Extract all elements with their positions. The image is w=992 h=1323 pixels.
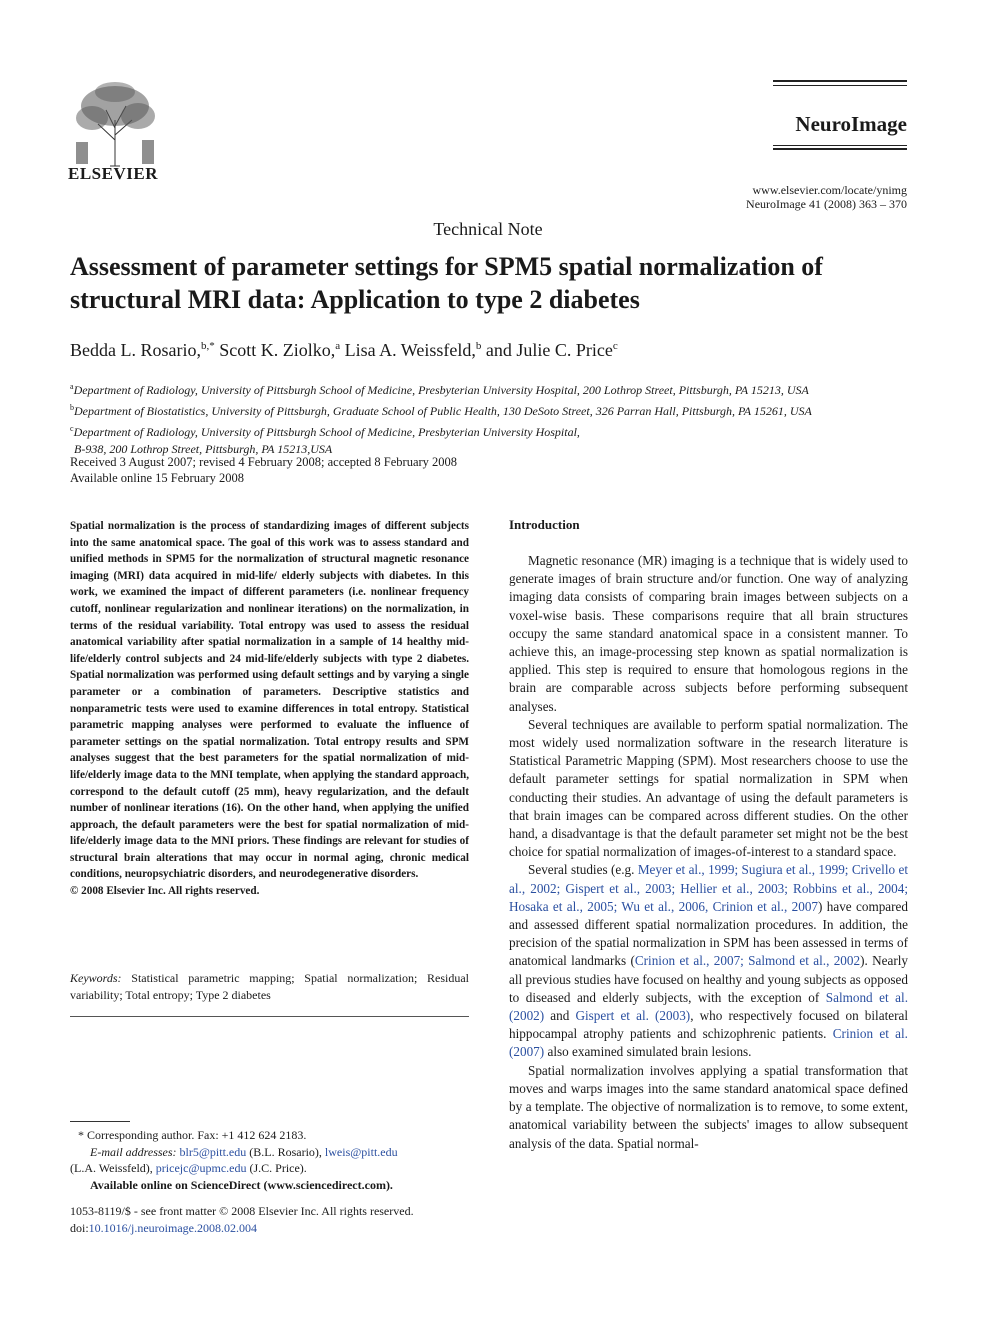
email-label: E-mail addresses: (90, 1144, 177, 1159)
author-sup: c (612, 340, 618, 352)
citation-link[interactable]: Crinion et al. (2007) (509, 1026, 908, 1060)
author-name: Lisa A. Weissfeld, (344, 340, 476, 360)
article-dates (70, 454, 457, 486)
author-list (70, 340, 618, 361)
journal-rule-bottom (773, 148, 907, 150)
received-dates: Received 3 August 2007; revised 4 February 2008; accepted 8 February 2008 (70, 455, 458, 469)
footnote: * Corresponding author. Fax: +1 412 624 2183. E-mail addresses: blr5@pitt.edu (B.L. Rosario), lweis@pitt.edu (L.A. Weissfeld), pricejc@upmc.edu (J.C. Price). Available online on ScienceDirect (www.sciencedirect.com). (70, 1127, 469, 1193)
paragraph: Spatial normalization involves applying a spatial transformation that moves and warps images into the same standard anatomical space defined by a template. The objective of normalization is to remove, to some extent, anatomical variability between the subjects' images to allow subsequent analysis of the data. Spatial normal- (509, 1062, 908, 1151)
author-sup: b,* (200, 340, 215, 352)
section-heading: Introduction (509, 517, 580, 532)
publisher-name: ELSEVIER (68, 164, 158, 183)
article-type: Technical Note (433, 219, 543, 239)
email-link[interactable]: lweis@pitt.edu (324, 1144, 398, 1159)
issn-line: 1053-8119/$ - see front matter © 2008 Elsevier Inc. All rights reserved. (70, 1204, 414, 1218)
doi-link[interactable]: 10.1016/j.neuroimage.2008.02.004 (88, 1221, 257, 1235)
keywords-text: Statistical parametric mapping; Spatial normalization; Residual variability; Total entropy; Type 2 diabetes (70, 971, 469, 1002)
author-sup: a (335, 340, 341, 352)
abstract-copyright: © 2008 Elsevier Inc. All rights reserved. (70, 885, 260, 898)
journal-rule-bottom-thin (773, 145, 907, 146)
affiliation: B-938, 200 Lothrop Street, Pittsburgh, PA 15213,USA (74, 442, 333, 456)
citation-link[interactable]: Meyer et al., 1999; Sugiura et al., 1999; Crivello et al., 2002; Gispert et al., 2003; Hellier et al., 2003; Robbins et al., 2004; Hosaka et al., 2005; Wu et al., 2006, Crinion et al., 2007 (509, 862, 908, 914)
journal-rule-top-thin (773, 85, 907, 86)
keywords-divider (70, 1016, 469, 1017)
intro-body (509, 552, 908, 1153)
journal-citation: NeuroImage 41 (2008) 363 – 370 (746, 197, 907, 211)
article-title: Assessment of parameter settings for SPM5 spatial normalization of structural MRI data: Application to type 2 diabetes (70, 252, 823, 314)
affiliation: $^a$Department of Radiology, University of Pittsburgh School of Medicine, Presbyterian University Hospital, 200 Lothrop Street, Pittsburgh, PA 15213, USA (70, 382, 809, 397)
footnote-divider (70, 1121, 130, 1122)
author-name: and Julie C. Price (485, 340, 613, 360)
paragraph: Several studies (e.g. Meyer et al., 1999; Sugiura et al., 1999; Crivello et al., 2002; Gispert et al., 2003; Hellier et al., 2003; Robbins et al., 2004; Hosaka et al., 2005; Wu et al., 2006, Crinion et al., 2007) have compared and assessed different spatial normalization procedures. In addition, the precision of the spatial normalization in SPM has been assessed in terms of anatomical landmarks (Crinion et al., 2007; Salmond et al., 2002). Nearly all previous studies have focused on healthy and young subjects as opposed to diseased and elderly subjects, with the exception of Salmond et al. (2002) and Gispert et al. (2003), who respectively focused on bilateral hippocampal atrophy patients and schizophrenic patients. Crinion et al. (2007) also examined simulated brain lesions. (509, 862, 909, 1060)
corresponding-author: * Corresponding author. Fax: +1 412 624 2183. (78, 1128, 307, 1142)
abstract-text: Spatial normalization is the process of standardizing images of different subjects into the same anatomical space. The goal of this work was to assess standard and unified methods in SPM5 for the normalization of structural magnetic resonance imaging (MRI) data acquired in mid-life/ elderly subjects with diabetes. In this work, we examined the impact of different parameters (i.e. nonlinear frequency cutoff, nonlinear regularization and nonlinear iterations) on the normalization, in terms of the residual variability. Total entropy was used to assess the residual anatomical variability after spatial normalization in a sample of 14 healthy mid-life/elderly control subjects and 24 mid-life/elderly subjects with type 2 diabetes. Spatial normalization was performed using default settings and by varying a single parameter or a combination of parameters. Descriptive statistics and nonparametric tests were used to examine differences in total entropy. Statistical parametric mapping analyses were performed to evaluate the influence of parameter settings on the spatial normalization. Total entropy results and SPM analyses suggest that the best parameters for the spatial normalization of mid-life/elderly image data to the MNI template, when applying the standard approach, correspond to the default cutoff (25 mm), heavy regularization, and the default number of nonlinear iterations (16). On the other hand, when applying the unified approach, the default parameters were the best for spatial normalization of mid-life/elderly image data to the MNI priors. These findings are relevant for studies of structural brain alterations that may occur in normal aging, chronic medical conditions, neuropsychiatric disorders, and neurodegenerative disorders. (70, 520, 469, 881)
journal-url[interactable]: www.elsevier.com/locate/ynimg (752, 183, 907, 197)
affiliation: $^b$Department of Biostatistics, University of Pittsburgh, Graduate School of Public Health, 130 DeSoto Street, 326 Parran Hall, Pittsburgh, PA 15261, USA (70, 403, 812, 418)
paragraph: Magnetic resonance (MR) imaging is a technique that is widely used to generate images of brain structure and/or function. One way of analyzing imaging data consists of comparing brain images between subjects on a voxel-wise basis. These comparisons require that all brain structures occupy the same standard anatomical space in a consistent manner. To achieve this, an image-processing step known as spatial normalization is applied. This step is required to ensure that homologous regions in the brain are comparable across subjects before performing subsequent analyses. (509, 553, 908, 714)
front-matter: 1053-8119/$ - see front matter © 2008 Elsevier Inc. All rights reserved. doi:10.1016/j.neuroimage.2008.02.004 (70, 1203, 490, 1237)
email-link[interactable]: blr5@pitt.edu (179, 1144, 247, 1159)
journal-rule-top (773, 80, 907, 82)
author-name: Scott K. Ziolko, (219, 340, 336, 360)
citation-link[interactable]: Crinion et al., 2007; Salmond et al., 2002 (634, 953, 861, 969)
citation-link[interactable]: Gispert et al. (2003) (575, 1008, 691, 1024)
affiliations (70, 378, 920, 458)
paragraph: Several techniques are available to perform spatial normalization. The most widely used normalization software in the research literature is Statistical Parametric Mapping (SPM). Most researchers choose to use the default parameter settings for spatial normalization in SPM when conducting their studies. An advantage of using the default parameters is that brain images can be compared across different studies. On the other hand, a disadvantage is that the default parameter set might not be the best choice for spatial normalization of images-of-interest to a standard space. (509, 716, 908, 860)
author-name: Bedda L. Rosario, (70, 340, 201, 360)
abstract (70, 518, 469, 900)
available-online: Available online 15 February 2008 (70, 471, 245, 485)
keywords (70, 970, 469, 1003)
affiliation: $^c$Department of Radiology, University of Pittsburgh School of Medicine, Presbyterian University Hospital, (70, 424, 580, 439)
sciencedirect-note: Available online on ScienceDirect (www.sciencedirect.com). (90, 1177, 393, 1192)
keywords-label: Keywords: (70, 971, 122, 985)
journal-meta (746, 183, 907, 211)
citation-link[interactable]: Salmond et al. (2002) (509, 989, 908, 1024)
email-link[interactable]: pricejc@upmc.edu (155, 1161, 247, 1175)
author-sup: b (475, 340, 482, 352)
journal-name: NeuroImage (795, 112, 907, 136)
